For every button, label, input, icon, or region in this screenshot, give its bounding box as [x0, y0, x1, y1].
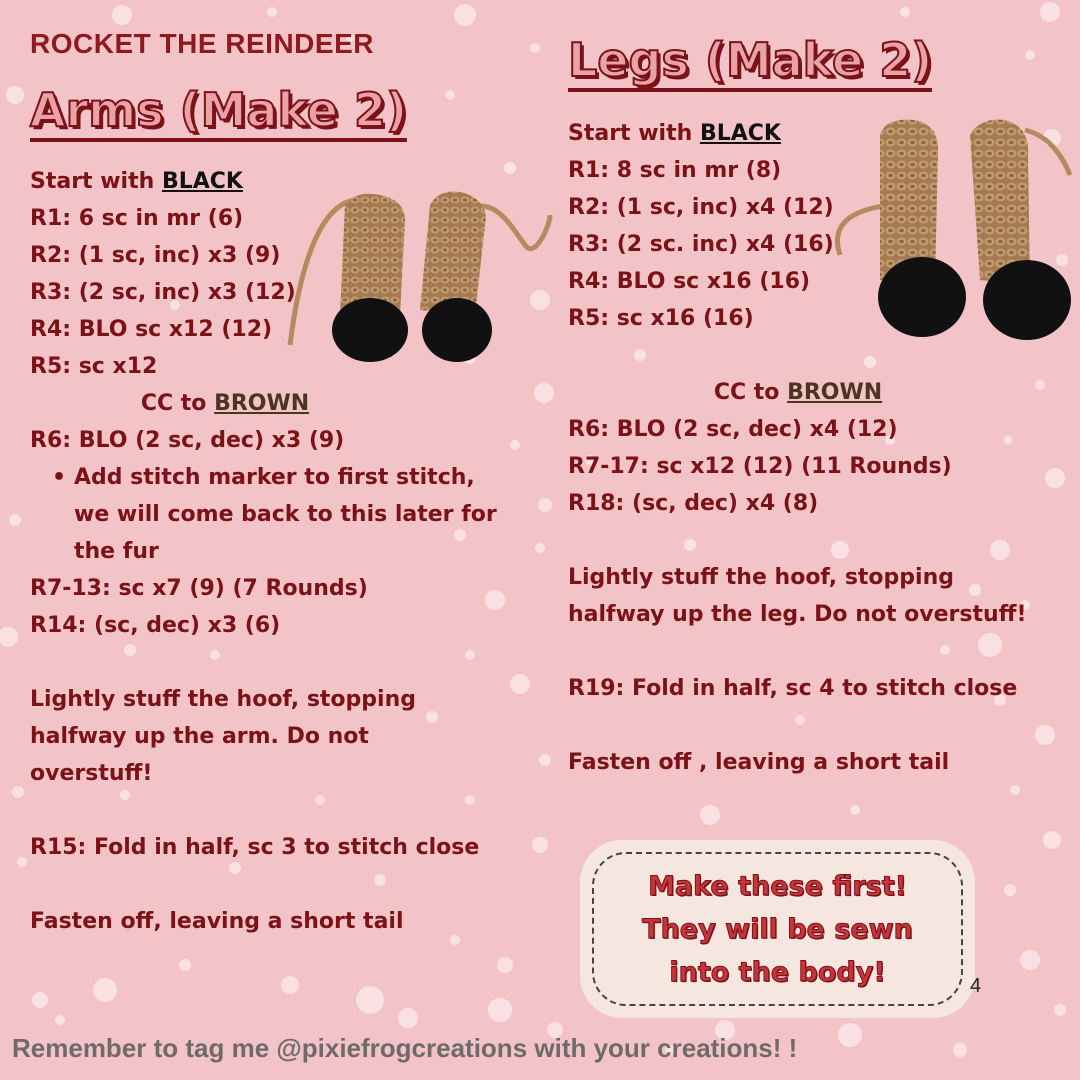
legs-fasten: Fasten off , leaving a short tail [568, 750, 950, 775]
legs-start-color: BLACK [699, 121, 781, 146]
arms-start-line: Start with BLACK [30, 169, 243, 194]
arms-round: R5: sc x12 [30, 354, 158, 379]
arms-round: R4: BLO sc x12 (12) [30, 317, 273, 342]
legs-round: R18: (sc, dec) x4 (8) [568, 491, 819, 516]
legs-start-line: Start with BLACK [568, 121, 781, 146]
arms-round: R6: BLO (2 sc, dec) x3 (9) [30, 428, 345, 453]
arms-stuff-note: overstuff! [30, 761, 153, 786]
arms-fasten: Fasten off, leaving a short tail [30, 909, 404, 934]
arms-round: R2: (1 sc, inc) x3 (9) [30, 243, 281, 268]
legs-round: R2: (1 sc, inc) x4 (12) [568, 195, 834, 220]
callout-text: Make these first! They will be sewn into the body! [642, 870, 913, 988]
legs-round: R4: BLO sc x16 (16) [568, 269, 811, 294]
arms-cc-color: BROWN [214, 391, 310, 416]
callout-dashed-border [592, 852, 963, 1006]
legs-section-title: Legs (Make 2) [568, 35, 932, 92]
arms-start-color: BLACK [161, 169, 243, 194]
crochet-legs-photo [830, 115, 1075, 345]
legs-round: R1: 8 sc in mr (8) [568, 158, 782, 183]
legs-stuff-note: Lightly stuff the hoof, stopping [568, 565, 954, 590]
legs-stuff-note: halfway up the leg. Do not overstuff! [568, 602, 1027, 627]
make-first-callout [580, 840, 975, 1018]
crochet-arms-photo [280, 185, 555, 365]
page-number: 4 [970, 975, 982, 997]
arms-round: R15: Fold in half, sc 3 to stitch close [30, 835, 480, 860]
legs-cc-color: BROWN [787, 380, 883, 405]
legs-round: R3: (2 sc. inc) x4 (16) [568, 232, 834, 257]
arms-bullet-note: • Add stitch marker to first stitch, we will come back to this later for the fur [30, 459, 504, 570]
arms-stuff-note: Lightly stuff the hoof, stopping [30, 687, 416, 712]
legs-round: R6: BLO (2 sc, dec) x4 (12) [568, 417, 898, 442]
arms-round: R7-13: sc x7 (9) (7 Rounds) [30, 576, 368, 601]
legs-round: R7-17: sc x12 (12) (11 Rounds) [568, 454, 952, 479]
footer-tag-note: Remember to tag me @pixiefrogcreations with your creations! ! [12, 1033, 798, 1063]
arms-stuff-note: halfway up the arm. Do not [30, 724, 369, 749]
arms-section-title: Arms (Make 2) [30, 85, 407, 142]
pattern-name: ROCKET THE REINDEER [30, 28, 374, 59]
legs-color-change: CC to BROWN [713, 380, 883, 405]
arms-round: R3: (2 sc, inc) x3 (12) [30, 280, 296, 305]
arms-color-change: CC to BROWN [140, 391, 310, 416]
arms-round: R1: 6 sc in mr (6) [30, 206, 244, 231]
arms-round: R14: (sc, dec) x3 (6) [30, 613, 281, 638]
legs-round: R5: sc x16 (16) [568, 306, 754, 331]
legs-round: R19: Fold in half, sc 4 to stitch close [568, 676, 1018, 701]
